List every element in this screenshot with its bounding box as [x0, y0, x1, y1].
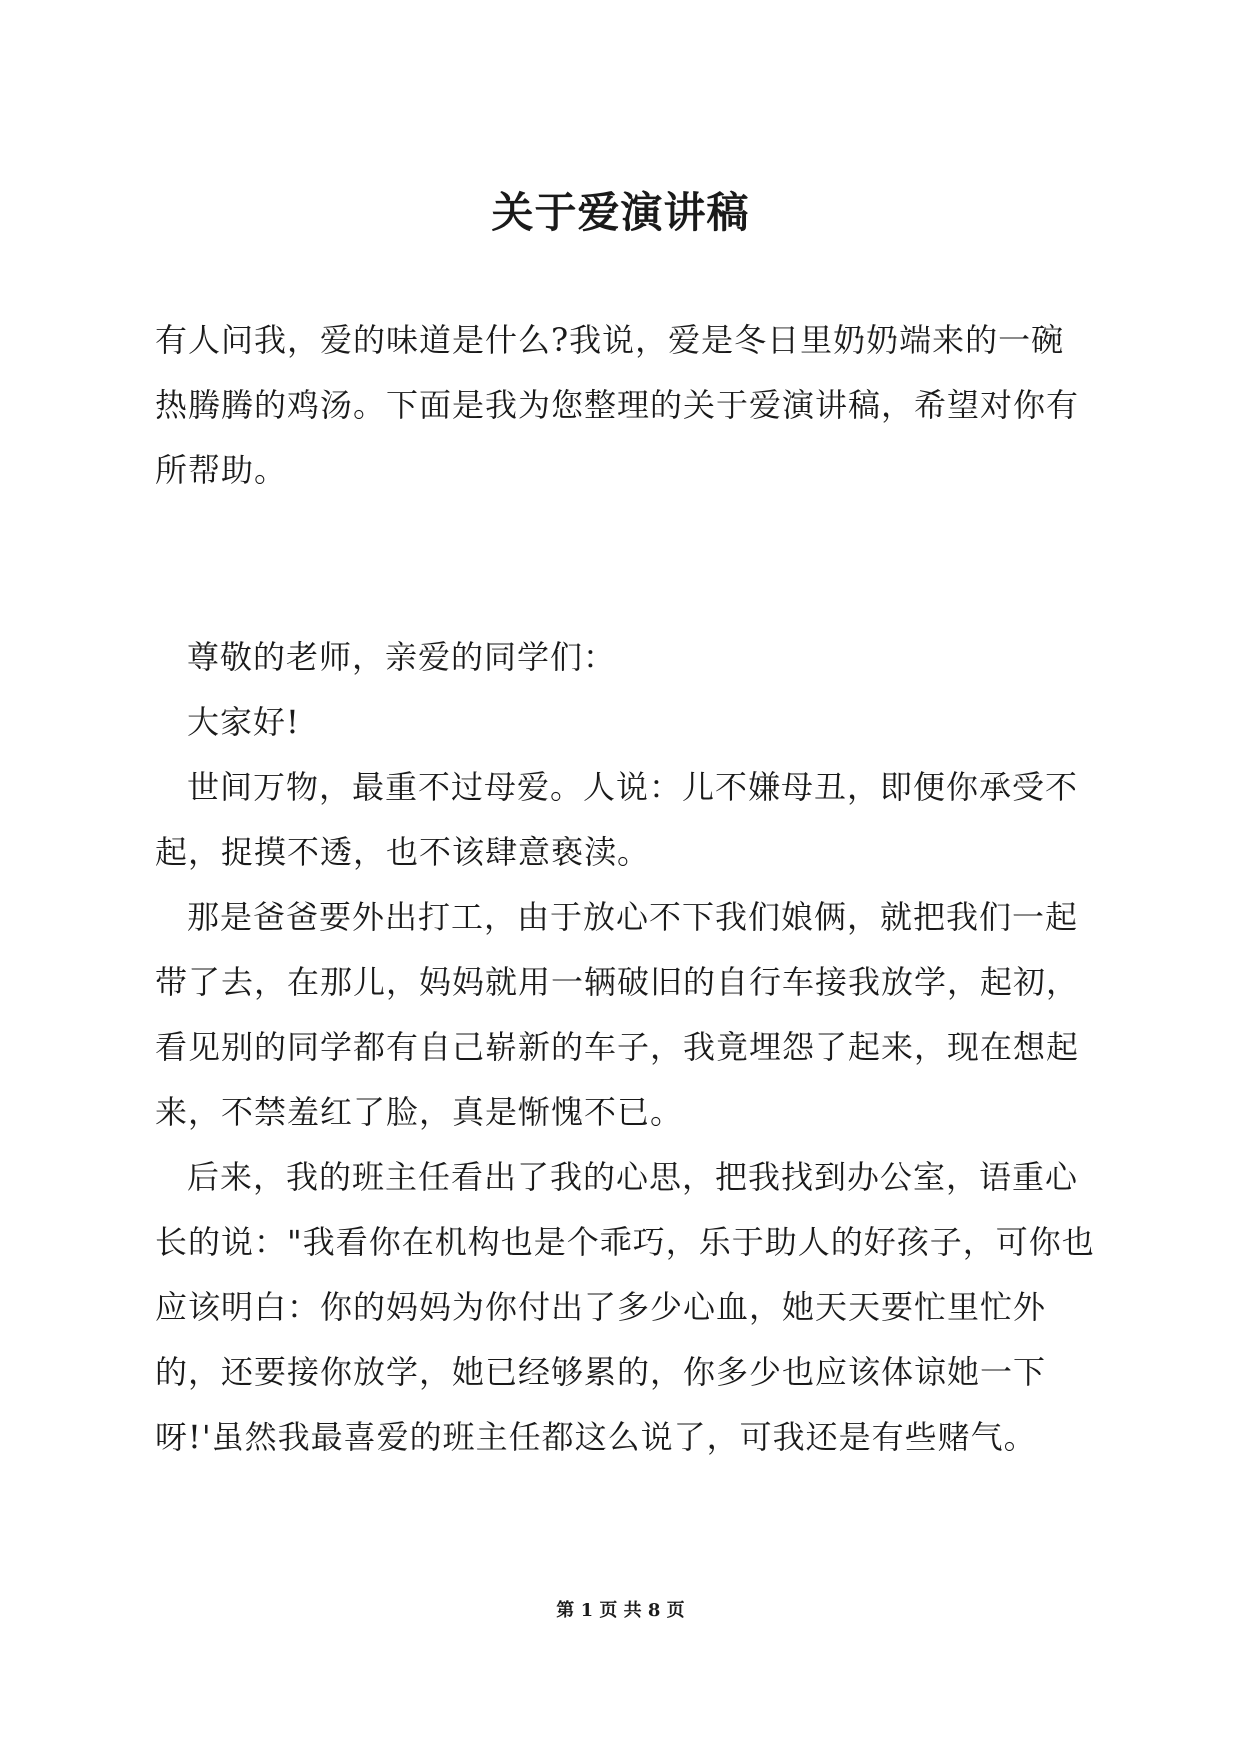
page-number-footer: 第 1 页 共 8 页 [556, 1600, 685, 1621]
intro-section [155, 308, 1095, 503]
intro-paragraph: 有人问我，爱的味道是什么?我说，爱是冬日里奶奶端来的一碗热腾腾的鸡汤。下面是我为您整理的关于爱演讲稿，希望对你有所帮助。 [155, 321, 1080, 489]
body-paragraph: 后来，我的班主任看出了我的心思，把我找到办公室，语重心长的说："我看你在机构也是个乖巧，乐于助人的好孩子，可你也应该明白：你的妈妈为你付出了多少心血，她天天要忙里忙外的，还要接你放学，她已经够累的，你多少也应该体谅她一下呀!'虽然我最喜爱的班主任都这么说了，可我还是有些赌气。 [155, 1158, 1095, 1456]
salutation-paragraph: 尊敬的老师，亲爱的同学们： [187, 638, 617, 676]
document-title: 关于爱演讲稿 [491, 188, 750, 237]
greeting-paragraph: 大家好! [187, 703, 300, 741]
body-paragraph: 那是爸爸要外出打工，由于放心不下我们娘俩，就把我们一起带了去，在那儿，妈妈就用一辆破旧的自行车接我放学，起初，看见别的同学都有自己崭新的车子，我竟埋怨了起来，现在想起来，不禁羞红了脸，真是惭愧不已。 [155, 898, 1080, 1131]
speech-section [155, 625, 1095, 1470]
body-paragraph: 世间万物，最重不过母爱。人说：儿不嫌母丑，即便你承受不起，捉摸不透，也不该肆意亵渎。 [155, 768, 1079, 871]
